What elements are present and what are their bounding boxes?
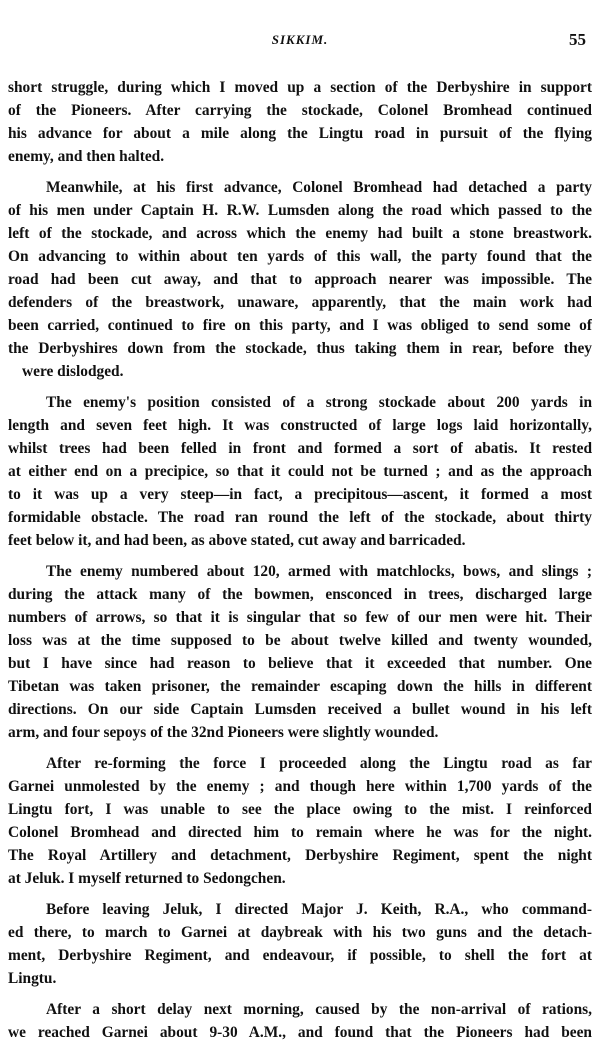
- text-line: The enemy numbered about 120, armed with matchlocks, bows, and slings ;: [46, 563, 592, 580]
- text-line: After a short delay next morning, caused by the non-arrival of rations,: [46, 1001, 592, 1018]
- text-line: left of the stockade, and across which the enemy had built a stone breastwork.: [8, 225, 592, 242]
- text-line: The enemy's position consisted of a strong stockade about 200 yards in: [46, 394, 592, 411]
- text-line: enemy, and then halted.: [8, 148, 165, 165]
- text-line: been carried, continued to fire on this party, and I was obliged to send some of: [8, 317, 592, 334]
- text-line: the Derbyshires down from the stockade, thus taking them in rear, before they: [8, 340, 592, 357]
- text-line: of the Pioneers. After carrying the stockade, Colonel Bromhead continued: [8, 102, 592, 119]
- text-line: numbers of arrows, so that it is singular that so few of our men were hit. Their: [8, 609, 592, 626]
- text-line: Tibetan was taken prisoner, the remainder escaping down the hills in different: [8, 678, 592, 695]
- text-line: we reached Garnei about 9-30 A.M., and found that the Pioneers had been: [8, 1024, 592, 1041]
- text-line: arm, and four sepoys of the 32nd Pioneers were slightly wounded.: [8, 724, 439, 741]
- text-line: length and seven feet high. It was constructed of large logs laid horizontally,: [8, 417, 592, 434]
- text-line: loss was at the time supposed to be about twelve killed and twenty wounded,: [8, 632, 592, 649]
- text-line: his advance for about a mile along the Lingtu road in pursuit of the flying: [8, 125, 592, 142]
- body-text: [8, 76, 592, 1044]
- text-line: whilst trees had been felled in front and formed a sort of abatis. It rested: [8, 440, 592, 457]
- text-line: formidable obstacle. The road ran round the left of the stockade, about thirty: [8, 509, 592, 526]
- text-line: short struggle, during which I moved up a section of the Derbyshire in support: [8, 79, 592, 96]
- text-line: defenders of the breastwork, unaware, apparently, that the main work had: [8, 294, 592, 311]
- text-line: The Royal Artillery and detachment, Derbyshire Regiment, spent the night: [8, 847, 592, 864]
- text-line: Garnei unmolested by the enemy ; and though here within 1,700 yards of the: [8, 778, 592, 795]
- text-line: feet below it, and had been, as above stated, cut away and barricaded.: [8, 532, 466, 549]
- text-line: directions. On our side Captain Lumsden received a bullet wound in his left: [8, 701, 592, 718]
- paragraph-4: [8, 560, 592, 744]
- text-line: After re-forming the force I proceeded along the Lingtu road as far: [46, 755, 592, 772]
- text-line: Meanwhile, at his first advance, Colonel Bromhead had detached a party: [46, 179, 592, 196]
- text-line: at either end on a precipice, so that it could not be turned ; and as the approach: [8, 463, 592, 480]
- text-line: Lingtu fort, I was unable to see the place owing to the mist. I reinforced: [8, 801, 592, 818]
- paragraph-7: [8, 998, 592, 1044]
- paragraph-1: [8, 76, 592, 168]
- text-line: road had been cut away, and that to approach nearer was impossible. The: [8, 271, 592, 288]
- paragraph-2: [8, 176, 592, 383]
- text-line: during the attack many of the bowmen, ensconced in trees, discharged large: [8, 586, 592, 603]
- text-line: On advancing to within about ten yards of this wall, the party found that the: [8, 248, 592, 265]
- text-line: ment, Derbyshire Regiment, and endeavour, if possible, to shell the fort at: [8, 947, 592, 964]
- paragraph-3: [8, 391, 592, 552]
- text-line: to it was up a very steep—in fact, a precipitous—ascent, it formed a most: [8, 486, 592, 503]
- text-line: ed there, to march to Garnei at daybreak with his two guns and the detach-: [8, 924, 592, 941]
- page-number: 55: [569, 30, 586, 49]
- text-line: Lingtu.: [8, 970, 57, 987]
- text-line: of his men under Captain H. R.W. Lumsden along the road which passed to the: [8, 202, 592, 219]
- paragraph-6: [8, 898, 592, 990]
- text-line: but I have since had reason to believe that it exceeded that number. One: [8, 655, 592, 672]
- text-line: Colonel Bromhead and directed him to remain where he was for the night.: [8, 824, 592, 841]
- running-title: SIKKIM.: [271, 32, 329, 47]
- paragraph-5: [8, 752, 592, 890]
- running-header: [0, 32, 600, 52]
- text-line: at Jeluk. I myself returned to Sedongchen.: [8, 870, 286, 887]
- text-line: Before leaving Jeluk, I directed Major J. Keith, R.A., who command-: [46, 901, 592, 918]
- text-line: were dislodged.: [22, 363, 124, 380]
